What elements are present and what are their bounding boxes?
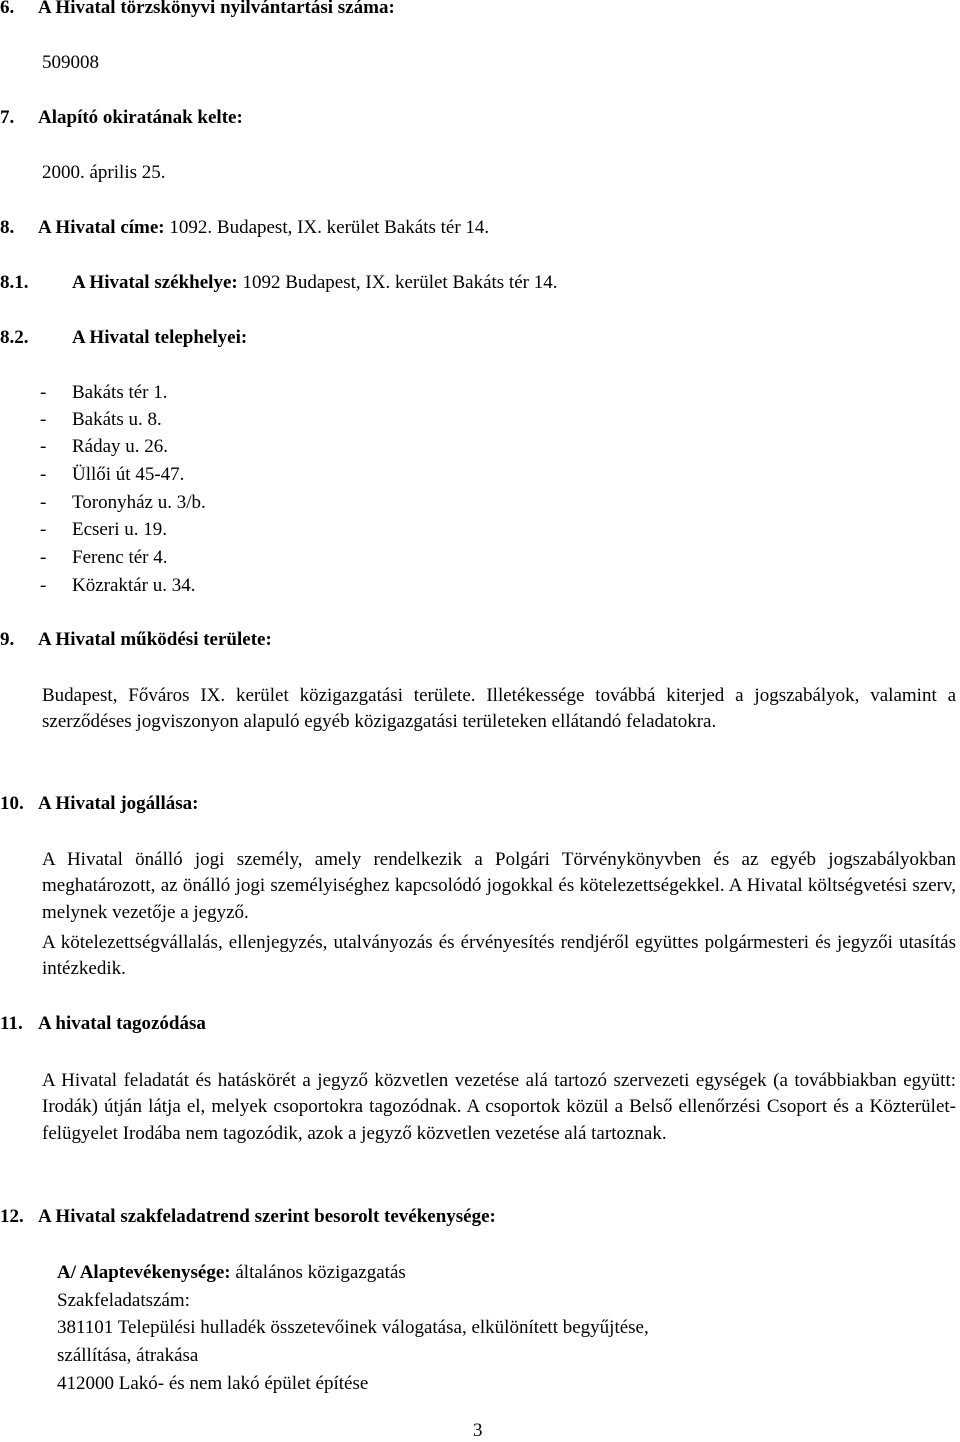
- section-10-paragraph-1: A Hivatal önálló jogi személy, amely rendelkezik a Polgári Törvénykönyvben és az egyéb jogszabályokban meghatározott, az önálló jogi személyiséghez kapcsolódó jogokkal és kötelezettségekkel. A Hivatal költségvetési szerv, melynek vezetője a jegyző.: [42, 849, 956, 923]
- section-title: A hivatal tagozódása: [38, 1013, 206, 1034]
- list-item: - Bakáts u. 8.: [40, 409, 162, 430]
- section-10-paragraph-2: A kötelezettségvállalás, ellenjegyzés, utalványozás és érvényesítés rendjéről együttes polgármesteri és jegyzői utasítás intézkedik.: [42, 932, 956, 980]
- section-11-heading: [0, 1013, 206, 1035]
- section-number: 9.: [0, 629, 15, 650]
- section-11-text: A Hivatal feladatát és hatáskörét a jegyző közvetlen vezetése alá tartozó szervezeti egységek (a továbbiakban együtt: Irodák) útján látja el, melyek csoportokra tagozódnak. A csoportok közül a Belső ellenőrzési Csoport és a Közterület-felügyelet Irodába nem tagozódik, azok a jegyző közvetlen vezetése alá tartoznak.: [42, 1070, 956, 1144]
- section-number: 8.: [0, 217, 15, 238]
- section-title: A Hivatal működési területe:: [38, 629, 272, 650]
- list-item: - Közraktár u. 34.: [40, 575, 196, 596]
- section-title: A Hivatal telephelyei:: [72, 327, 248, 348]
- section-title: A Hivatal szakfeladatrend szerint besorolt tevékenysége:: [38, 1206, 496, 1227]
- activity-code-item: 381101 Települési hulladék összetevőinek válogatása, elkülönített begyűjtése,: [57, 1317, 649, 1338]
- core-activity-label: A/ Alaptevékenysége:: [57, 1262, 231, 1283]
- list-item: - Ferenc tér 4.: [40, 547, 168, 568]
- core-activity: [57, 1262, 406, 1284]
- section-8-1-heading: [0, 272, 558, 294]
- headquarters-address: 1092 Budapest, IX. kerület Bakáts tér 14.: [242, 272, 558, 293]
- section-title: A Hivatal címe:: [38, 217, 165, 238]
- core-activity-value: általános közigazgatás: [235, 1262, 406, 1283]
- office-address: 1092. Budapest, IX. kerület Bakáts tér 14.: [169, 217, 490, 238]
- section-number: 8.1.: [0, 272, 29, 293]
- activity-code-item-continued: szállítása, átrakása: [57, 1345, 199, 1366]
- section-9-heading: [0, 629, 272, 651]
- activity-code-label: Szakfeladatszám:: [57, 1290, 190, 1311]
- section-8-2-heading: [0, 327, 248, 349]
- section-number: 8.2.: [0, 327, 29, 348]
- section-7-heading: [0, 107, 243, 129]
- founding-date: 2000. április 25.: [42, 162, 166, 183]
- section-title: A Hivatal jogállása:: [38, 793, 199, 814]
- list-item: - Üllői út 45-47.: [40, 464, 185, 485]
- section-9-text: Budapest, Főváros IX. kerület közigazgatási területe. Illetékessége továbbá kiterjed a jogszabályok, valamint a szerződéses jogviszonyon alapuló egyéb közigazgatási területeken ellátandó feladatokra.: [42, 685, 956, 733]
- section-number: 6.: [0, 0, 15, 18]
- section-title: Alapító okiratának kelte:: [38, 107, 243, 128]
- list-item: - Ráday u. 26.: [40, 436, 169, 457]
- section-10-heading: [0, 793, 199, 815]
- list-item: - Toronyház u. 3/b.: [40, 492, 206, 513]
- list-item: - Ecseri u. 19.: [40, 519, 167, 540]
- list-item: - Bakáts tér 1.: [40, 382, 168, 403]
- section-title: A Hivatal székhelye:: [72, 272, 238, 293]
- section-8-heading: [0, 217, 490, 239]
- section-title: A Hivatal törzskönyvi nyilvántartási száma:: [38, 0, 395, 18]
- page-number: 3: [473, 1420, 483, 1441]
- section-number: 12.: [0, 1206, 24, 1227]
- section-6-heading: [0, 0, 395, 19]
- activity-code-item: 412000 Lakó- és nem lakó épület építése: [57, 1373, 369, 1394]
- section-number: 7.: [0, 107, 15, 128]
- registry-number: 509008: [42, 52, 99, 73]
- section-number: 11.: [0, 1013, 23, 1034]
- section-12-heading: [0, 1206, 496, 1228]
- section-number: 10.: [0, 793, 24, 814]
